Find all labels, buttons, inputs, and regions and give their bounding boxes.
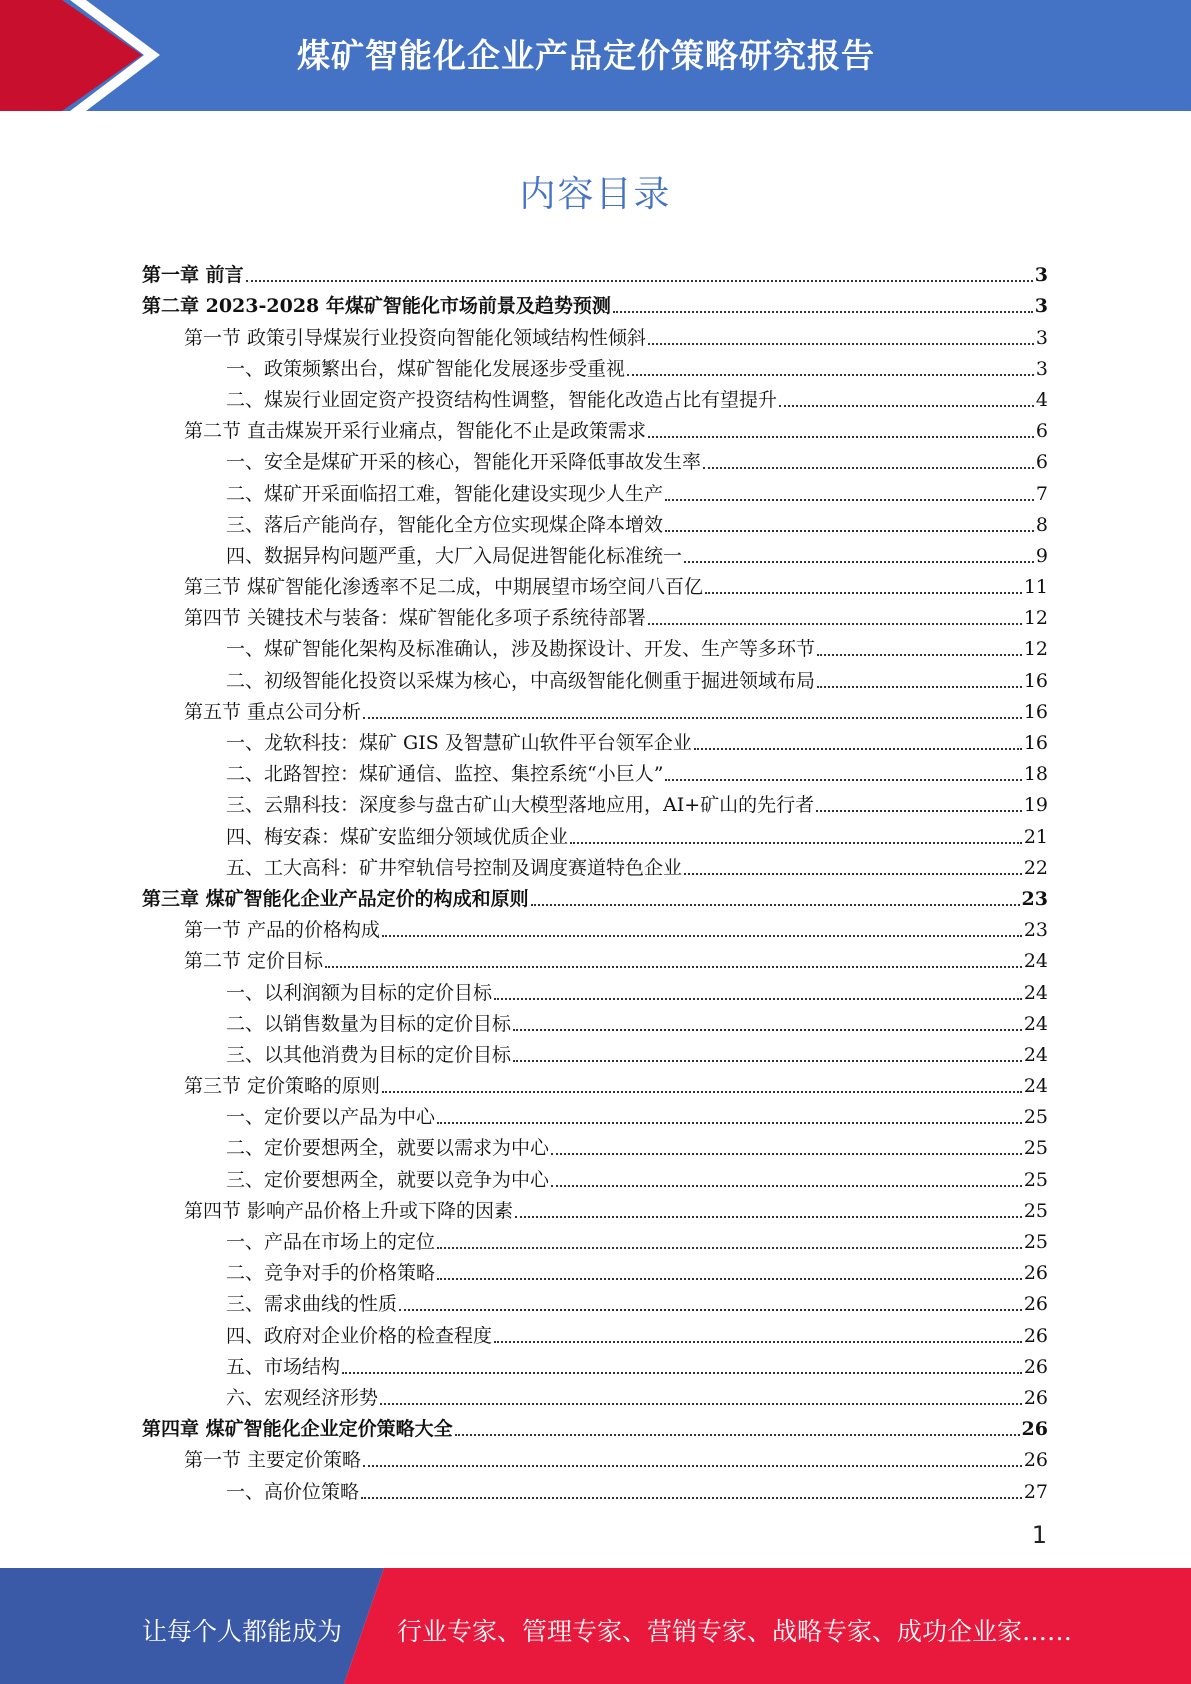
toc-entry[interactable]	[142, 972, 1048, 1003]
toc-entry-page: 26	[1023, 1386, 1048, 1409]
toc-entry[interactable]	[142, 286, 1048, 317]
toc-entry[interactable]	[142, 848, 1048, 879]
toc-entry-title: 第五节 重点公司分析	[184, 700, 362, 723]
toc-dot-leader	[437, 1277, 1022, 1280]
toc-entry-page: 25	[1023, 1168, 1048, 1191]
toc-entry[interactable]	[142, 629, 1048, 660]
toc-dot-leader	[684, 560, 1034, 563]
toc-entry-title: 第四节 关键技术与装备：煤矿智能化多项子系统待部署	[184, 607, 647, 630]
toc-dot-leader	[648, 342, 1034, 345]
toc-dot-leader	[531, 903, 1020, 906]
toc-entry[interactable]	[142, 785, 1048, 816]
toc-entry[interactable]	[142, 1066, 1048, 1097]
toc-entry-page: 3	[1034, 264, 1048, 287]
toc-entry[interactable]	[142, 754, 1048, 785]
toc-entry[interactable]	[142, 1378, 1048, 1409]
toc-dot-leader	[363, 1464, 1022, 1467]
report-title: 煤矿智能化企业产品定价策略研究报告	[297, 36, 875, 75]
toc-entry-page: 22	[1023, 856, 1048, 879]
toc-entry-page: 16	[1023, 732, 1048, 754]
toc-entry-title: 二、煤矿开采面临招工难，智能化建设实现少人生产	[226, 482, 664, 505]
toc-entry-title: 第一节 产品的价格构成	[184, 919, 381, 942]
toc-entry-title: 第三节 定价策略的原则	[184, 1075, 381, 1098]
toc-dot-leader	[551, 1152, 1022, 1155]
toc-dot-leader	[513, 1059, 1022, 1062]
toc-entry-title: 第一章 前言	[142, 264, 244, 287]
toc-entry[interactable]	[142, 317, 1048, 348]
toc-dot-leader	[515, 1215, 1022, 1218]
toc-entry[interactable]	[142, 411, 1048, 442]
toc-dot-leader	[684, 872, 1022, 875]
toc-entry[interactable]	[142, 1035, 1048, 1066]
toc-entry-title: 一、煤矿智能化架构及标准确认，涉及勘探设计、开发、生产等多环节	[226, 638, 816, 661]
toc-dot-leader	[494, 997, 1022, 1000]
toc-entry-page: 25	[1023, 1199, 1048, 1222]
toc-dot-leader	[648, 622, 1022, 625]
toc-entry-title: 三、落后产能尚存，智能化全方位实现煤企降本增效	[226, 513, 664, 536]
toc-dot-leader	[627, 373, 1034, 376]
toc-entry[interactable]	[142, 1128, 1048, 1159]
toc-dot-leader	[437, 1121, 1022, 1124]
toc-dot-leader	[817, 685, 1022, 688]
toc-entry[interactable]	[142, 941, 1048, 972]
toc-entry-page: 6	[1035, 451, 1048, 474]
toc-entry[interactable]	[142, 442, 1048, 473]
toc-entry-page: 24	[1023, 981, 1048, 1004]
toc-entry-page: 3	[1035, 357, 1048, 380]
toc-dot-leader	[665, 529, 1034, 532]
toc-entry-page: 3	[1035, 326, 1048, 349]
toc-entry-page: 12	[1023, 638, 1048, 661]
toc-entry-page: 27	[1023, 1480, 1048, 1503]
toc-dot-leader	[694, 747, 1022, 750]
toc-entry-page: 16	[1023, 669, 1048, 692]
toc-dot-leader	[363, 716, 1022, 719]
toc-dot-leader	[361, 1496, 1022, 1499]
toc-entry-page: 19	[1023, 794, 1048, 817]
toc-entry[interactable]	[142, 660, 1048, 691]
toc-entry-title: 二、北路智控：煤矿通信、监控、集控系统“小巨人”	[226, 763, 664, 786]
toc-entry-page: 24	[1023, 1075, 1048, 1098]
toc-dot-leader	[513, 1028, 1022, 1031]
page-number: 1	[1031, 1521, 1047, 1549]
toc-dot-leader	[817, 653, 1022, 656]
toc-entry-page: 6	[1035, 420, 1048, 443]
toc-dot-leader	[494, 1340, 1022, 1343]
toc-entry-title: 二、定价要想两全，就要以需求为中心	[226, 1137, 550, 1160]
toc-dot-leader	[399, 1308, 1022, 1311]
toc-entry-page: 23	[1023, 919, 1048, 942]
toc-dot-leader	[246, 279, 1033, 282]
toc-entry[interactable]	[142, 567, 1048, 598]
toc-entry[interactable]	[142, 879, 1048, 910]
toc-entry-title: 一、龙软科技：煤矿 GIS 及智慧矿山软件平台领军企业	[226, 732, 692, 754]
toc-dot-leader	[705, 591, 1022, 594]
toc-entry-title: 第二节 直击煤炭开采行业痛点，智能化不止是政策需求	[184, 420, 647, 443]
toc-entry-page: 8	[1035, 513, 1048, 536]
toc-dot-leader	[382, 934, 1022, 937]
toc-dot-leader	[665, 778, 1021, 781]
toc-dot-leader	[342, 1371, 1022, 1374]
toc-entry[interactable]	[142, 1471, 1048, 1502]
toc-entry-page: 24	[1023, 1012, 1048, 1035]
toc-entry[interactable]	[142, 1253, 1048, 1284]
toc-entry-title: 第一节 政策引导煤炭行业投资向智能化领域结构性倾斜	[184, 326, 647, 349]
toc-entry-page: 11	[1023, 576, 1048, 599]
toc-entry[interactable]	[142, 1191, 1048, 1222]
toc-entry-page: 23	[1021, 887, 1048, 910]
toc-entry-title: 第二章 2023-2028 年煤矿智能化市场前景及趋势预测	[142, 295, 611, 318]
toc-dot-leader	[380, 1402, 1022, 1405]
toc-entry[interactable]	[142, 1409, 1048, 1440]
toc-entry-page: 26	[1023, 1449, 1048, 1472]
toc-entry-title: 二、竞争对手的价格策略	[226, 1262, 436, 1285]
toc-entry[interactable]	[142, 1097, 1048, 1128]
toc-entry[interactable]	[142, 255, 1048, 286]
toc-entry-title: 一、定价要以产品为中心	[226, 1106, 436, 1129]
toc-entry-page: 25	[1023, 1231, 1048, 1253]
toc-entry-title: 第二节 定价目标	[184, 950, 324, 973]
toc-entry-title: 一、政策频繁出台，煤矿智能化发展逐步受重视	[226, 357, 626, 380]
toc-entry-title: 一、安全是煤矿开采的核心，智能化开采降低事故发生率	[226, 451, 702, 474]
toc-entry-page: 3	[1034, 295, 1048, 318]
toc-entry-title: 三、云鼎科技：深度参与盘古矿山大模型落地应用，AI+矿山的先行者	[226, 794, 815, 817]
toc-entry-page: 24	[1023, 950, 1048, 973]
toc-entry[interactable]	[142, 1222, 1048, 1253]
page-header	[0, 0, 1191, 111]
toc-dot-leader	[382, 1090, 1022, 1093]
toc-dot-leader	[437, 1246, 1022, 1249]
toc-dot-leader	[665, 498, 1034, 501]
toc-entry[interactable]	[142, 505, 1048, 536]
toc-entry[interactable]	[142, 1284, 1048, 1315]
toc-entry-page: 25	[1023, 1106, 1048, 1129]
toc-entry-title: 六、宏观经济形势	[226, 1386, 379, 1409]
toc-entry[interactable]	[142, 1004, 1048, 1035]
toc-entry[interactable]	[142, 536, 1048, 567]
toc-entry-page: 26	[1023, 1262, 1048, 1285]
toc-dot-leader	[551, 1184, 1022, 1187]
toc-entry[interactable]	[142, 1159, 1048, 1190]
toc-entry[interactable]	[142, 692, 1048, 723]
toc-entry-page: 7	[1035, 482, 1048, 505]
toc-entry-page: 9	[1035, 544, 1048, 567]
toc-entry-page: 25	[1023, 1137, 1048, 1160]
toc-entry-page: 26	[1023, 1324, 1048, 1347]
toc-entry-title: 四、政府对企业价格的检查程度	[226, 1324, 493, 1347]
toc-heading: 内容目录	[519, 174, 672, 215]
toc-entry-page: 26	[1021, 1418, 1048, 1441]
toc-entry-title: 一、产品在市场上的定位	[226, 1231, 436, 1253]
toc-entry-page: 18	[1023, 763, 1048, 786]
toc-dot-leader	[779, 404, 1034, 407]
toc-entry[interactable]	[142, 349, 1048, 380]
toc-entry[interactable]	[142, 816, 1048, 847]
toc-entry-title: 三、需求曲线的性质	[226, 1293, 398, 1316]
toc-entry-title: 第一节 主要定价策略	[184, 1449, 362, 1472]
toc-entry-page: 21	[1023, 825, 1048, 848]
page-footer	[0, 1568, 1191, 1684]
toc-entry-title: 四、数据异构问题严重，大厂入局促进智能化标准统一	[226, 544, 683, 567]
toc-entry-title: 一、以利润额为目标的定价目标	[226, 981, 493, 1004]
toc-dot-leader	[613, 310, 1033, 313]
toc-entry-title: 三、定价要想两全，就要以竞争为中心	[226, 1168, 550, 1191]
toc-entry[interactable]	[142, 473, 1048, 504]
toc-entry[interactable]	[142, 1440, 1048, 1471]
toc-entry[interactable]	[142, 910, 1048, 941]
toc-entry[interactable]	[142, 1347, 1048, 1378]
toc-dot-leader	[703, 466, 1034, 469]
toc-entry-title: 二、煤炭行业固定资产投资结构性调整，智能化改造占比有望提升	[226, 388, 778, 411]
toc-entry-page: 24	[1023, 1043, 1048, 1066]
toc-entry-page: 4	[1035, 388, 1048, 411]
toc-entry-title: 第三章 煤矿智能化企业产品定价的构成和原则	[142, 887, 529, 910]
toc-entry-title: 五、市场结构	[226, 1355, 341, 1378]
footer-slogan-left: 让每个人都能成为	[142, 1617, 343, 1646]
toc-entry-page: 26	[1023, 1355, 1048, 1378]
toc-entry-title: 第四节 影响产品价格上升或下降的因素	[184, 1199, 514, 1222]
toc-entry[interactable]	[142, 598, 1048, 629]
table-of-contents	[142, 255, 1048, 1503]
toc-entry-page: 12	[1023, 607, 1048, 630]
toc-dot-leader	[455, 1433, 1020, 1436]
toc-dot-leader	[816, 809, 1022, 812]
toc-dot-leader	[648, 435, 1034, 438]
toc-entry-page: 16	[1023, 700, 1048, 723]
toc-entry-title: 五、工大高科：矿井窄轨信号控制及调度赛道特色企业	[226, 856, 683, 879]
toc-dot-leader	[570, 841, 1022, 844]
toc-entry-title: 一、高价位策略	[226, 1480, 360, 1503]
toc-entry-title: 二、以销售数量为目标的定价目标	[226, 1012, 512, 1035]
toc-dot-leader	[325, 965, 1022, 968]
footer-slogan-right: 行业专家、管理专家、营销专家、战略专家、成功企业家……	[397, 1617, 1073, 1646]
toc-entry-title: 四、梅安森：煤矿安监细分领域优质企业	[226, 825, 569, 848]
toc-entry[interactable]	[142, 723, 1048, 754]
toc-entry-title: 二、初级智能化投资以采煤为核心，中高级智能化侧重于掘进领域布局	[226, 669, 816, 692]
toc-entry-title: 第四章 煤矿智能化企业定价策略大全	[142, 1418, 453, 1441]
toc-entry-title: 三、以其他消费为目标的定价目标	[226, 1043, 512, 1066]
toc-entry-page: 26	[1023, 1293, 1048, 1316]
toc-entry[interactable]	[142, 380, 1048, 411]
toc-entry-title: 第三节 煤矿智能化渗透率不足二成，中期展望市场空间八百亿	[184, 576, 704, 599]
toc-entry[interactable]	[142, 1315, 1048, 1346]
